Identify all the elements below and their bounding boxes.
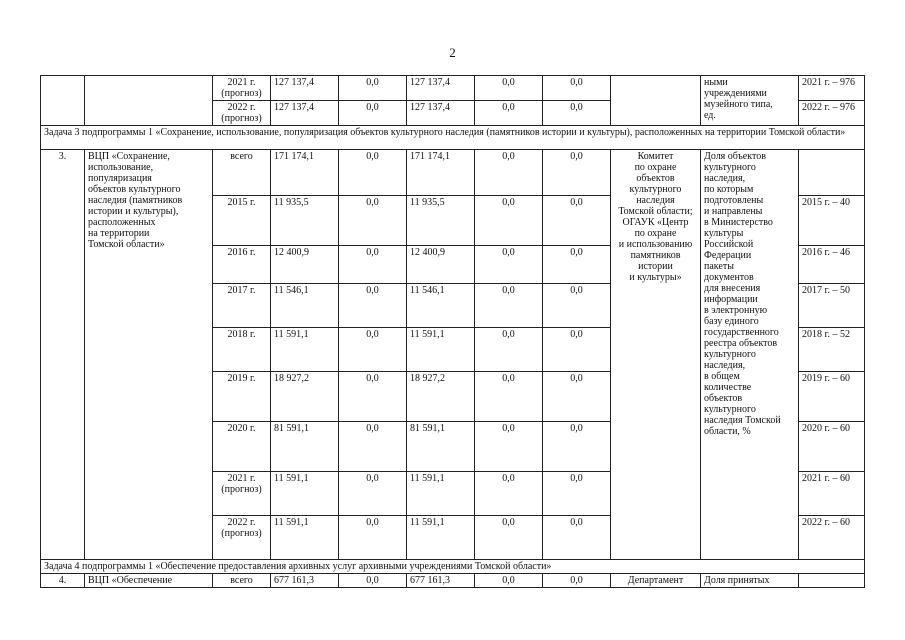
local-cell: 0,0 [475, 76, 543, 101]
year-cell: 2015 г. [213, 196, 271, 246]
extrabudget-cell: 0,0 [543, 372, 611, 422]
year-cell: 2018 г. [213, 328, 271, 372]
regional-cell: 677 161,3 [407, 574, 475, 588]
regional-cell: 12 400,9 [407, 246, 475, 284]
extrabudget-cell: 0,0 [543, 196, 611, 246]
federal-cell: 0,0 [339, 150, 407, 196]
table-row [41, 150, 865, 196]
federal-cell: 0,0 [339, 284, 407, 328]
program-name: ВЦП «Сохранение, использование, популяризация объектов культурного наследия (памятников истории и культуры), расположенных на территории Томской области» [85, 150, 213, 560]
indicator-cell: Доля объектов культурного наследия, по которым подготовлены и направлены в Министерство культуры Российской Федерации пакеты документов для внесения информации в электронную базу единого государственного реестра объектов культурного наследия, в общем количестве объектов культурного наследия Томской области, % [701, 150, 799, 560]
task-heading-row [41, 126, 865, 150]
regional-cell: 11 591,1 [407, 516, 475, 560]
year-cell: всего [213, 150, 271, 196]
regional-cell: 11 591,1 [407, 328, 475, 372]
year-cell: 2021 г. (прогноз) [213, 76, 271, 101]
extrabudget-cell: 0,0 [543, 422, 611, 472]
federal-cell: 0,0 [339, 101, 407, 126]
extrabudget-cell: 0,0 [543, 101, 611, 126]
total-cell: 171 174,1 [271, 150, 339, 196]
total-cell: 127 137,4 [271, 101, 339, 126]
year-cell: 2016 г. [213, 246, 271, 284]
federal-cell: 0,0 [339, 472, 407, 516]
local-cell: 0,0 [475, 422, 543, 472]
target-cell: 2022 г. – 60 [799, 516, 865, 560]
executor-cell: Комитет по охране объектов культурного наследия Томской области; ОГАУК «Центр по охране и использованию памятников истории и культуры» [611, 150, 701, 560]
regional-cell: 18 927,2 [407, 372, 475, 422]
regional-cell: 171 174,1 [407, 150, 475, 196]
extrabudget-cell: 0,0 [543, 472, 611, 516]
year-cell: 2019 г. [213, 372, 271, 422]
year-cell: 2017 г. [213, 284, 271, 328]
target-cell: 2018 г. – 52 [799, 328, 865, 372]
year-cell: всего [213, 574, 271, 588]
federal-cell: 0,0 [339, 328, 407, 372]
row-number: 4. [41, 574, 85, 588]
local-cell: 0,0 [475, 284, 543, 328]
extrabudget-cell: 0,0 [543, 284, 611, 328]
federal-cell: 0,0 [339, 76, 407, 101]
task-4-heading: Задача 4 подпрограммы 1 «Обеспечение предоставления архивных услуг архивными учреждениями Томской области» [41, 560, 865, 574]
task-3-heading: Задача 3 подпрограммы 1 «Сохранение, использование, популяризация объектов культурного наследия (памятников истории и культуры), расположенных на территории Томской области» [41, 126, 865, 150]
total-cell: 81 591,1 [271, 422, 339, 472]
local-cell: 0,0 [475, 196, 543, 246]
federal-cell: 0,0 [339, 246, 407, 284]
regional-cell: 81 591,1 [407, 422, 475, 472]
target-cell: 2017 г. – 50 [799, 284, 865, 328]
local-cell: 0,0 [475, 516, 543, 560]
indicator-cell: Доля принятых [701, 574, 799, 588]
target-cell: 2021 г. – 976 [799, 76, 865, 101]
federal-cell: 0,0 [339, 516, 407, 560]
target-cell: 2021 г. – 60 [799, 472, 865, 516]
target-cell: 2020 г. – 60 [799, 422, 865, 472]
target-cell: 2019 г. – 60 [799, 372, 865, 422]
extrabudget-cell: 0,0 [543, 246, 611, 284]
target-cell [799, 150, 865, 196]
federal-cell: 0,0 [339, 574, 407, 588]
program-table [40, 75, 865, 588]
total-cell: 677 161,3 [271, 574, 339, 588]
total-cell: 12 400,9 [271, 246, 339, 284]
regional-cell: 11 935,5 [407, 196, 475, 246]
federal-cell: 0,0 [339, 196, 407, 246]
total-cell: 18 927,2 [271, 372, 339, 422]
total-cell: 127 137,4 [271, 76, 339, 101]
table-row [41, 574, 865, 588]
local-cell: 0,0 [475, 574, 543, 588]
task-heading-row [41, 560, 865, 574]
local-cell: 0,0 [475, 150, 543, 196]
regional-cell: 11 546,1 [407, 284, 475, 328]
regional-cell: 127 137,4 [407, 101, 475, 126]
total-cell: 11 591,1 [271, 516, 339, 560]
extrabudget-cell: 0,0 [543, 574, 611, 588]
local-cell: 0,0 [475, 328, 543, 372]
extrabudget-cell: 0,0 [543, 516, 611, 560]
table-row [41, 76, 865, 101]
year-cell: 2021 г. (прогноз) [213, 472, 271, 516]
year-cell: 2022 г. (прогноз) [213, 516, 271, 560]
total-cell: 11 546,1 [271, 284, 339, 328]
regional-cell: 127 137,4 [407, 76, 475, 101]
federal-cell: 0,0 [339, 372, 407, 422]
row-number: 3. [41, 150, 85, 560]
total-cell: 11 591,1 [271, 472, 339, 516]
local-cell: 0,0 [475, 101, 543, 126]
extrabudget-cell: 0,0 [543, 328, 611, 372]
target-cell: 2015 г. – 40 [799, 196, 865, 246]
local-cell: 0,0 [475, 472, 543, 516]
program-name: ВЦП «Обеспечение [85, 574, 213, 588]
year-cell: 2022 г. (прогноз) [213, 101, 271, 126]
total-cell: 11 935,5 [271, 196, 339, 246]
year-cell: 2020 г. [213, 422, 271, 472]
executor-cell: Департамент [611, 574, 701, 588]
extrabudget-cell: 0,0 [543, 150, 611, 196]
regional-cell: 11 591,1 [407, 472, 475, 516]
target-cell: 2016 г. – 46 [799, 246, 865, 284]
target-cell: 2022 г. – 976 [799, 101, 865, 126]
indicator-cell: ными учреждениями музейного типа, ед. [701, 76, 799, 126]
local-cell: 0,0 [475, 372, 543, 422]
extrabudget-cell: 0,0 [543, 76, 611, 101]
page-number: 2 [449, 45, 456, 60]
federal-cell: 0,0 [339, 422, 407, 472]
total-cell: 11 591,1 [271, 328, 339, 372]
local-cell: 0,0 [475, 246, 543, 284]
